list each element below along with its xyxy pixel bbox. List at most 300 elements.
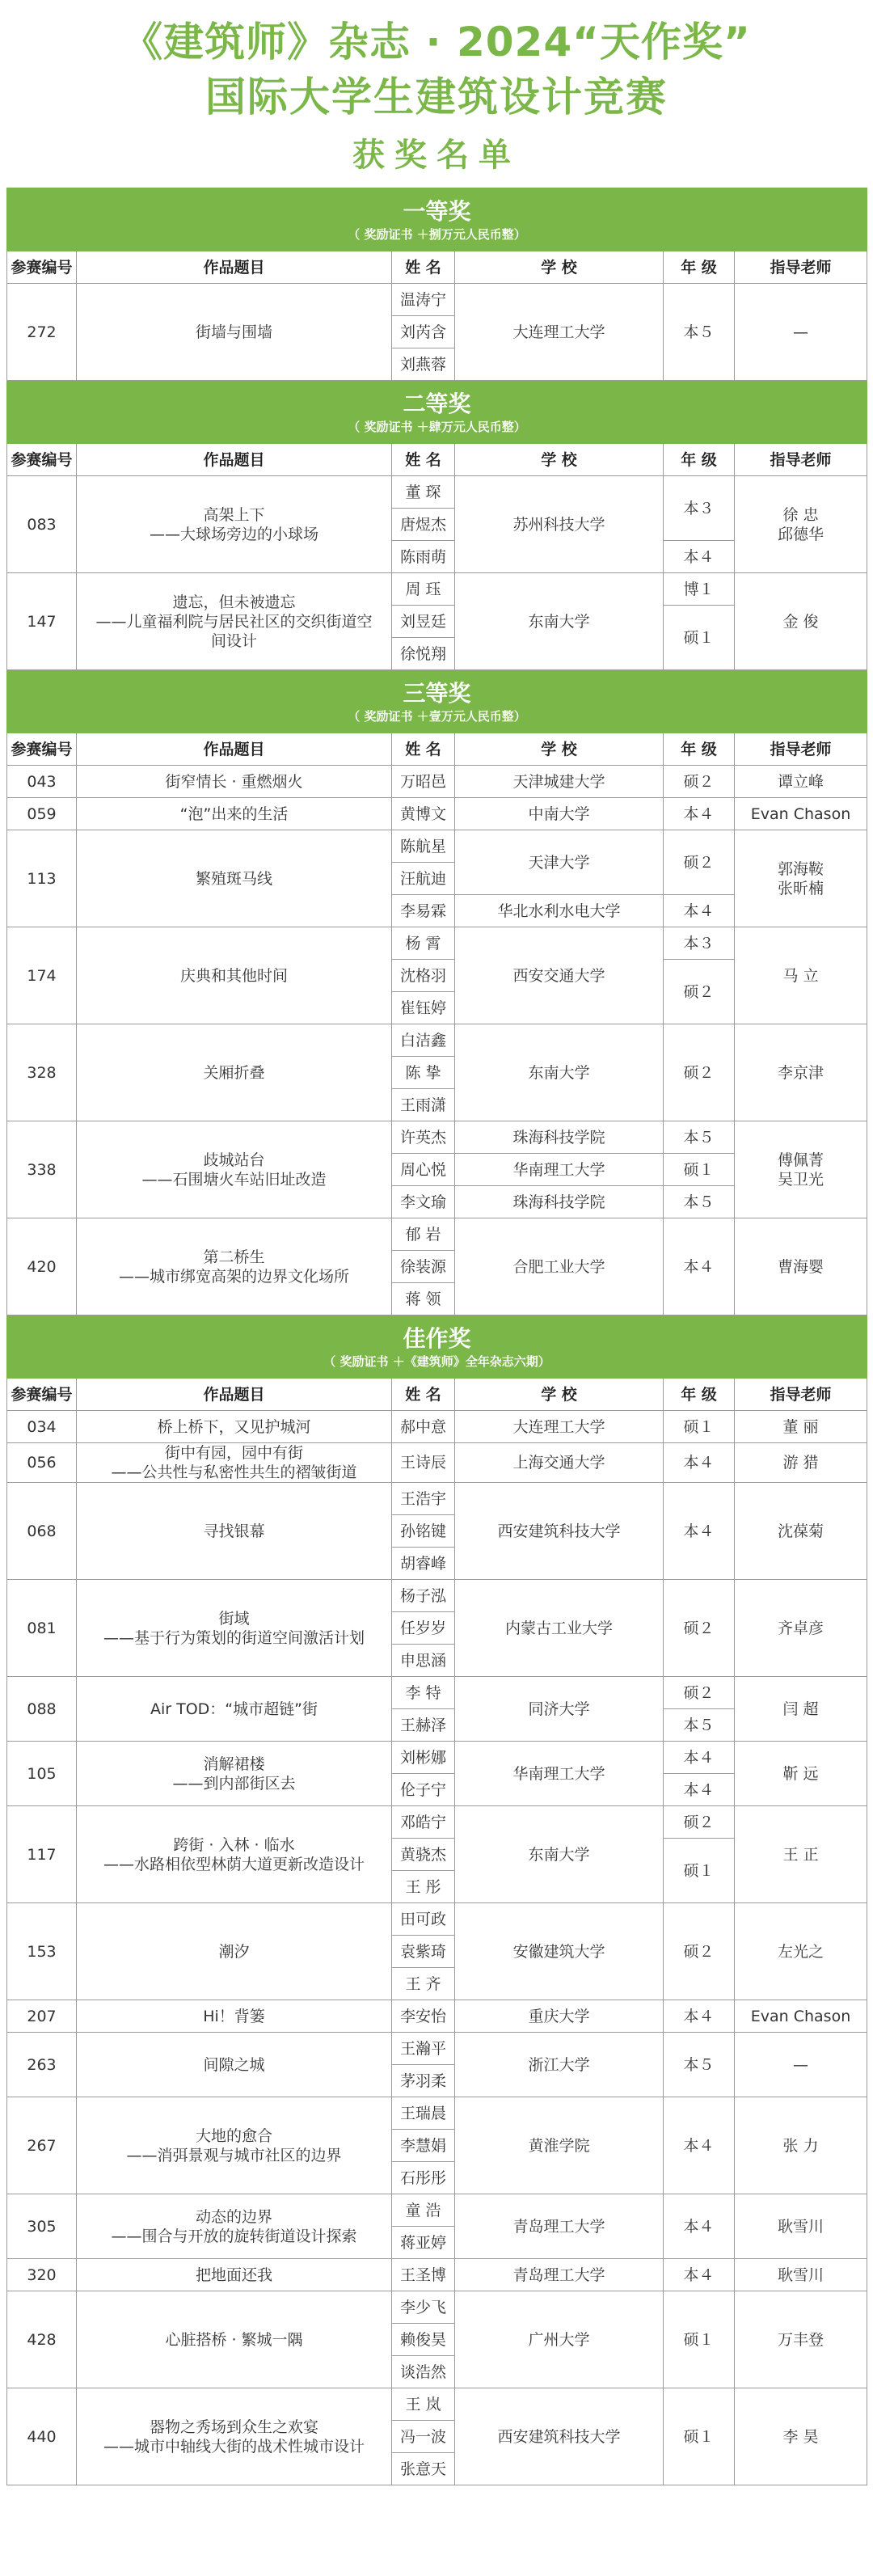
table-row <box>7 2194 867 2227</box>
entry-title-line: 动态的边界 <box>195 2207 272 2226</box>
table-row <box>7 1580 867 1612</box>
entry-grade: 本３ <box>664 476 735 541</box>
entry-name: 蒋亚婷 <box>392 2227 455 2259</box>
entry-name: 杨子泓 <box>392 1580 455 1612</box>
entry-school: 西安交通大学 <box>455 927 664 1024</box>
entry-name: 王赫泽 <box>392 1709 455 1742</box>
entry-id: 117 <box>7 1806 77 1903</box>
entry-name: 王圣博 <box>392 2259 455 2291</box>
entry-title <box>77 798 392 830</box>
entry-name: 田可政 <box>392 1903 455 1936</box>
award-subtitle: （ 奖励证书 ＋《建筑师》全年杂志六期） <box>323 1353 550 1369</box>
table-row <box>7 927 867 960</box>
entry-name: 黄骁杰 <box>392 1839 455 1871</box>
column-header: 年 级 <box>664 1379 735 1411</box>
entry-advisor: — <box>735 284 867 381</box>
entry-title-line: 大地的愈合 <box>195 2126 272 2145</box>
entry-advisor: 左光之 <box>735 1903 867 2000</box>
entry-title-line: 第二桥生 <box>203 1248 265 1266</box>
entry-title-line: ——消弭景观与城市社区的边界 <box>126 2146 342 2164</box>
entry-advisor: 王 正 <box>735 1806 867 1903</box>
entry-title <box>77 2033 392 2097</box>
entry-name: 王 岚 <box>392 2388 455 2421</box>
entry-grade: 硕１ <box>664 606 735 670</box>
entry-title-line: 潮汐 <box>218 1942 250 1961</box>
entry-school: 青岛理工大学 <box>455 2259 664 2291</box>
award-title: 二等奖 <box>403 390 471 417</box>
entry-id: 207 <box>7 2000 77 2033</box>
entry-title-line: ——儿童福利院与居民社区的交织街道空 <box>95 612 373 631</box>
entry-name: 黄博文 <box>392 798 455 830</box>
entry-name: 蒋 领 <box>392 1283 455 1315</box>
award-subtitle: （ 奖励证书 ＋捌万元人民币整） <box>348 226 526 242</box>
entry-id: 068 <box>7 1483 77 1580</box>
entry-title-line: ——围合与开放的旋转街道设计探索 <box>111 2227 357 2245</box>
table-row <box>7 284 867 316</box>
table-row <box>7 1218 867 1251</box>
entry-name: 赖俊昊 <box>392 2324 455 2356</box>
entry-title <box>77 1411 392 1443</box>
entry-id: 105 <box>7 1742 77 1806</box>
entry-name: 陈航星 <box>392 830 455 863</box>
entry-name: 李慧娟 <box>392 2130 455 2162</box>
table-row <box>7 1806 867 1839</box>
entry-advisor: 游 猎 <box>735 1443 867 1483</box>
entry-grade: 硕１ <box>664 1411 735 1443</box>
entry-id: 320 <box>7 2259 77 2291</box>
entry-advisor: Evan Chason <box>735 798 867 830</box>
entry-advisor: 闫 超 <box>735 1677 867 1742</box>
entry-name: 童 浩 <box>392 2194 455 2227</box>
entry-name: 董 琛 <box>392 476 455 509</box>
entry-title-line: 街窄情长 · 重燃烟火 <box>165 772 303 791</box>
entry-title <box>77 766 392 798</box>
entry-title-line: 繁殖斑马线 <box>195 869 272 888</box>
entry-name: 万昭邑 <box>392 766 455 798</box>
entry-title-line: 桥上桥下，又见护城河 <box>157 1417 311 1436</box>
entry-grade: 硕２ <box>664 1677 735 1709</box>
entry-advisor: 谭立峰 <box>735 766 867 798</box>
entry-school: 东南大学 <box>455 1024 664 1121</box>
award-band-cell <box>7 670 867 733</box>
entry-title-line: 把地面还我 <box>195 2266 272 2284</box>
column-header: 指导老师 <box>735 1379 867 1411</box>
entry-school: 华南理工大学 <box>455 1154 664 1186</box>
table-row <box>7 1483 867 1515</box>
entry-title <box>77 1121 392 1218</box>
table-row <box>7 1443 867 1483</box>
entry-grade: 硕２ <box>664 960 735 1024</box>
entry-grade: 博１ <box>664 573 735 606</box>
entry-id: 081 <box>7 1580 77 1677</box>
entry-grade: 本４ <box>664 2259 735 2291</box>
award-title: 一等奖 <box>403 197 471 225</box>
entry-title-line: 寻找银幕 <box>203 1522 265 1540</box>
award-band-cell <box>7 188 867 251</box>
entry-advisor: 耿雪川 <box>735 2259 867 2291</box>
entry-name: 郝中意 <box>392 1411 455 1443</box>
entry-advisor: 董 丽 <box>735 1411 867 1443</box>
column-header: 参赛编号 <box>7 251 77 284</box>
entry-title <box>77 927 392 1024</box>
column-header: 姓 名 <box>392 444 455 476</box>
table-row <box>7 2259 867 2291</box>
entry-id: 328 <box>7 1024 77 1121</box>
entry-grade: 硕１ <box>664 2388 735 2485</box>
table-row <box>7 2000 867 2033</box>
entry-advisor: 李 昊 <box>735 2388 867 2485</box>
entry-title-line: “泡”出来的生活 <box>179 804 289 823</box>
entry-name: 温涛宁 <box>392 284 455 316</box>
entry-title-line: ——城市中轴线大街的战术性城市设计 <box>103 2437 365 2456</box>
entry-title-line: ——公共性与私密性共生的褶皱街道 <box>111 1463 357 1481</box>
entry-title <box>77 1677 392 1742</box>
column-header: 指导老师 <box>735 444 867 476</box>
entry-grade: 本４ <box>664 1443 735 1483</box>
entry-name: 谈浩然 <box>392 2356 455 2388</box>
entry-school: 珠海科技学院 <box>455 1186 664 1218</box>
entry-name: 邓皓宁 <box>392 1806 455 1839</box>
table-row <box>7 1903 867 1936</box>
award-title: 三等奖 <box>403 679 471 707</box>
entry-id: 034 <box>7 1411 77 1443</box>
entry-advisor-line: 徐 忠 <box>782 505 819 524</box>
entry-advisor-line: 郭海鞍 <box>778 859 824 878</box>
column-header-row <box>7 444 867 476</box>
column-header: 年 级 <box>664 444 735 476</box>
column-header: 作品题目 <box>77 1379 392 1411</box>
column-header: 作品题目 <box>77 444 392 476</box>
entry-name: 徐悦翔 <box>392 638 455 670</box>
entry-school: 浙江大学 <box>455 2033 664 2097</box>
entry-title-line: Hi！背篓 <box>203 2007 265 2025</box>
entry-name: 唐煜杰 <box>392 509 455 541</box>
table-row <box>7 573 867 606</box>
entry-name: 王 齐 <box>392 1968 455 2000</box>
entry-id: 338 <box>7 1121 77 1218</box>
entry-title <box>77 1024 392 1121</box>
entry-grade: 本４ <box>664 895 735 927</box>
table-row <box>7 1742 867 1774</box>
entry-school: 大连理工大学 <box>455 284 664 381</box>
award-band <box>7 188 867 251</box>
entry-grade: 本５ <box>664 2033 735 2097</box>
entry-name: 张意天 <box>392 2453 455 2485</box>
entry-id: 272 <box>7 284 77 381</box>
entry-name: 汪航迪 <box>392 863 455 895</box>
entry-name: 王诗辰 <box>392 1443 455 1483</box>
entry-title-line: 跨街 · 入林 · 临水 <box>173 1835 295 1854</box>
entry-advisor-line: 傅佩菁 <box>778 1151 824 1169</box>
column-header: 参赛编号 <box>7 1379 77 1411</box>
entry-grade: 硕２ <box>664 1580 735 1677</box>
column-header: 学 校 <box>455 733 664 766</box>
entry-id: 147 <box>7 573 77 670</box>
entry-name: 申思涵 <box>392 1645 455 1677</box>
entry-name: 陈雨萌 <box>392 541 455 573</box>
entry-id: 113 <box>7 830 77 927</box>
entry-advisor-line: 吴卫光 <box>778 1170 824 1189</box>
entry-title-line: 庆典和其他时间 <box>179 966 288 985</box>
entry-name: 陈 挚 <box>392 1057 455 1089</box>
entry-title-line: 器物之秀场到众生之欢宴 <box>149 2418 318 2436</box>
entry-id: 043 <box>7 766 77 798</box>
entry-school: 东南大学 <box>455 573 664 670</box>
column-header-row <box>7 251 867 284</box>
entry-name: 袁紫琦 <box>392 1936 455 1968</box>
entry-id: 420 <box>7 1218 77 1315</box>
column-header: 年 级 <box>664 251 735 284</box>
entry-grade: 本５ <box>664 1709 735 1742</box>
entry-grade: 本４ <box>664 1774 735 1806</box>
entry-school: 大连理工大学 <box>455 1411 664 1443</box>
column-header-row <box>7 733 867 766</box>
entry-school: 合肥工业大学 <box>455 1218 664 1315</box>
table-row <box>7 2097 867 2130</box>
entry-advisor <box>735 1121 867 1218</box>
entry-id: 059 <box>7 798 77 830</box>
entry-name: 胡睿峰 <box>392 1548 455 1580</box>
award-band-cell <box>7 1315 867 1379</box>
entry-name: 石彤彤 <box>392 2162 455 2194</box>
column-header: 姓 名 <box>392 1379 455 1411</box>
entry-id: 305 <box>7 2194 77 2259</box>
entry-school: 东南大学 <box>455 1806 664 1903</box>
entry-grade: 硕２ <box>664 1024 735 1121</box>
entry-title <box>77 476 392 573</box>
entry-title-line: 关厢折叠 <box>203 1063 265 1082</box>
entry-title <box>77 2194 392 2259</box>
entry-title <box>77 830 392 927</box>
entry-advisor: 曹海婴 <box>735 1218 867 1315</box>
entry-name: 白洁鑫 <box>392 1024 455 1057</box>
column-header: 学 校 <box>455 251 664 284</box>
award-subtitle: （ 奖励证书 ＋壹万元人民币整） <box>348 708 526 724</box>
table-row <box>7 2388 867 2421</box>
entry-school: 广州大学 <box>455 2291 664 2388</box>
entry-school: 重庆大学 <box>455 2000 664 2033</box>
entry-name: 周心悦 <box>392 1154 455 1186</box>
entry-school: 内蒙古工业大学 <box>455 1580 664 1677</box>
entry-title <box>77 1742 392 1806</box>
entry-title-line: 遗忘，但未被遗忘 <box>172 593 296 611</box>
entry-name: 刘昱廷 <box>392 606 455 638</box>
entry-advisor: 张 力 <box>735 2097 867 2194</box>
table-row <box>7 1677 867 1709</box>
entry-school: 珠海科技学院 <box>455 1121 664 1154</box>
entry-id: 267 <box>7 2097 77 2194</box>
entry-id: 440 <box>7 2388 77 2485</box>
table-row <box>7 2291 867 2324</box>
column-header: 姓 名 <box>392 251 455 284</box>
column-header-row <box>7 1379 867 1411</box>
entry-title <box>77 1806 392 1903</box>
column-header: 学 校 <box>455 444 664 476</box>
entry-grade: 硕１ <box>664 1154 735 1186</box>
table-row <box>7 798 867 830</box>
entry-school: 华南理工大学 <box>455 1742 664 1806</box>
entry-title-line: 街墙与围墙 <box>195 323 272 341</box>
entry-grade: 本４ <box>664 1483 735 1580</box>
entry-title <box>77 2097 392 2194</box>
entry-name: 沈格羽 <box>392 960 455 992</box>
column-header: 参赛编号 <box>7 733 77 766</box>
entry-title-line: 歧城站台 <box>203 1151 265 1169</box>
entry-grade: 本４ <box>664 1218 735 1315</box>
entry-school: 苏州科技大学 <box>455 476 664 573</box>
entry-title <box>77 1218 392 1315</box>
entry-school: 黄淮学院 <box>455 2097 664 2194</box>
entry-id: 428 <box>7 2291 77 2388</box>
entry-id: 153 <box>7 1903 77 2000</box>
entry-grade: 本４ <box>664 541 735 573</box>
entry-id: 056 <box>7 1443 77 1483</box>
entry-grade: 硕１ <box>664 1839 735 1903</box>
entry-advisor: 耿雪川 <box>735 2194 867 2259</box>
column-header: 指导老师 <box>735 251 867 284</box>
entry-title-line: ——到内部街区去 <box>172 1774 296 1793</box>
entry-grade: 本５ <box>664 1186 735 1218</box>
page-title-line3: 获奖名单 <box>352 137 521 174</box>
entry-school: 中南大学 <box>455 798 664 830</box>
entry-id: 263 <box>7 2033 77 2097</box>
award-band <box>7 381 867 444</box>
entry-grade: 硕２ <box>664 1903 735 2000</box>
award-band <box>7 1315 867 1379</box>
entry-grade: 本３ <box>664 927 735 960</box>
entry-title-line: 间隙之城 <box>203 2055 265 2074</box>
entry-name: 任岁岁 <box>392 1612 455 1645</box>
entry-title-line: 间设计 <box>210 631 257 650</box>
entry-advisor: 靳 远 <box>735 1742 867 1806</box>
entry-name: 李文瑜 <box>392 1186 455 1218</box>
entry-title-line: ——大球场旁边的小球场 <box>149 525 318 543</box>
entry-id: 088 <box>7 1677 77 1742</box>
column-header: 参赛编号 <box>7 444 77 476</box>
entry-name: 王浩宇 <box>392 1483 455 1515</box>
entry-name: 王瀚平 <box>392 2033 455 2065</box>
entry-title <box>77 1483 392 1580</box>
column-header: 作品题目 <box>77 733 392 766</box>
entry-advisor-line: 邱德华 <box>778 525 824 543</box>
award-title: 佳作奖 <box>403 1324 471 1352</box>
entry-school: 天津大学 <box>455 830 664 895</box>
entry-grade: 本５ <box>664 1121 735 1154</box>
entry-name: 郁 岩 <box>392 1218 455 1251</box>
entry-name: 王瑞晨 <box>392 2097 455 2130</box>
table-row <box>7 1121 867 1154</box>
entry-advisor: 李京津 <box>735 1024 867 1121</box>
entry-grade: 本４ <box>664 2097 735 2194</box>
entry-name: 王 彤 <box>392 1871 455 1903</box>
entry-grade: 硕２ <box>664 1806 735 1839</box>
page-title-line1: 《建筑师》杂志 · 2024“天作奖” <box>122 19 751 65</box>
entry-name: 周 珏 <box>392 573 455 606</box>
entry-school: 上海交通大学 <box>455 1443 664 1483</box>
entry-name: 伦子宁 <box>392 1774 455 1806</box>
entry-name: 刘芮含 <box>392 316 455 348</box>
table-row <box>7 2033 867 2065</box>
column-header: 学 校 <box>455 1379 664 1411</box>
entry-title-line: ——水路相依型林荫大道更新改造设计 <box>103 1855 365 1873</box>
entry-title <box>77 2259 392 2291</box>
entry-grade: 本４ <box>664 2000 735 2033</box>
entry-title-line: 街域 <box>218 1609 250 1628</box>
entry-grade: 硕２ <box>664 830 735 895</box>
entry-advisor: 金 俊 <box>735 573 867 670</box>
entry-title-line: 心脏搭桥 · 繁城一隅 <box>165 2330 303 2349</box>
entry-title <box>77 1580 392 1677</box>
entry-school: 安徽建筑大学 <box>455 1903 664 2000</box>
entry-title <box>77 2291 392 2388</box>
column-header: 年 级 <box>664 733 735 766</box>
entry-school: 西安建筑科技大学 <box>455 2388 664 2485</box>
entry-name: 许英杰 <box>392 1121 455 1154</box>
entry-title-line: ——基于行为策划的街道空间激活计划 <box>103 1628 365 1647</box>
entry-title <box>77 1443 392 1483</box>
entry-school: 天津城建大学 <box>455 766 664 798</box>
entry-school: 同济大学 <box>455 1677 664 1742</box>
entry-id: 174 <box>7 927 77 1024</box>
entry-name: 李易霖 <box>392 895 455 927</box>
entry-school: 华北水利水电大学 <box>455 895 664 927</box>
entry-advisor: Evan Chason <box>735 2000 867 2033</box>
entry-advisor: 万丰登 <box>735 2291 867 2388</box>
entry-name: 孙铭键 <box>392 1515 455 1548</box>
award-subtitle: （ 奖励证书 ＋肆万元人民币整） <box>348 419 526 434</box>
entry-grade: 硕２ <box>664 766 735 798</box>
table-row <box>7 476 867 509</box>
entry-advisor: 齐卓彦 <box>735 1580 867 1677</box>
entry-advisor: 沈葆菊 <box>735 1483 867 1580</box>
entry-title-line: Air TOD：“城市超链”街 <box>150 1700 318 1718</box>
column-header: 姓 名 <box>392 733 455 766</box>
table-row <box>7 766 867 798</box>
entry-school: 西安建筑科技大学 <box>455 1483 664 1580</box>
entry-grade: 本４ <box>664 1742 735 1774</box>
entry-id: 083 <box>7 476 77 573</box>
entry-title-line: 消解裙楼 <box>203 1755 265 1773</box>
page-title-line2: 国际大学生建筑设计竞赛 <box>205 74 668 120</box>
entry-advisor <box>735 476 867 573</box>
entry-name: 王雨潇 <box>392 1089 455 1121</box>
table-row <box>7 1024 867 1057</box>
entry-grade: 本４ <box>664 2194 735 2259</box>
entry-title-line: 街中有园，园中有街 <box>164 1444 303 1462</box>
entry-grade: 硕１ <box>664 2291 735 2388</box>
entry-name: 李 特 <box>392 1677 455 1709</box>
entry-title-line: 高架上下 <box>203 505 265 524</box>
table-row <box>7 1411 867 1443</box>
entry-name: 茅羽柔 <box>392 2065 455 2097</box>
award-band-cell <box>7 381 867 444</box>
entry-title <box>77 284 392 381</box>
entry-grade: 本４ <box>664 798 735 830</box>
entry-advisor-line: 张昕楠 <box>778 879 824 897</box>
table-row <box>7 830 867 863</box>
column-header: 指导老师 <box>735 733 867 766</box>
entry-name: 杨 霄 <box>392 927 455 960</box>
entry-advisor <box>735 830 867 927</box>
entry-advisor: 马 立 <box>735 927 867 1024</box>
awards-table <box>6 188 867 2485</box>
entry-name: 刘彬娜 <box>392 1742 455 1774</box>
entry-school: 青岛理工大学 <box>455 2194 664 2259</box>
entry-name: 李少飞 <box>392 2291 455 2324</box>
award-band <box>7 670 867 733</box>
entry-name: 徐装源 <box>392 1251 455 1283</box>
entry-name: 崔钰婷 <box>392 992 455 1024</box>
